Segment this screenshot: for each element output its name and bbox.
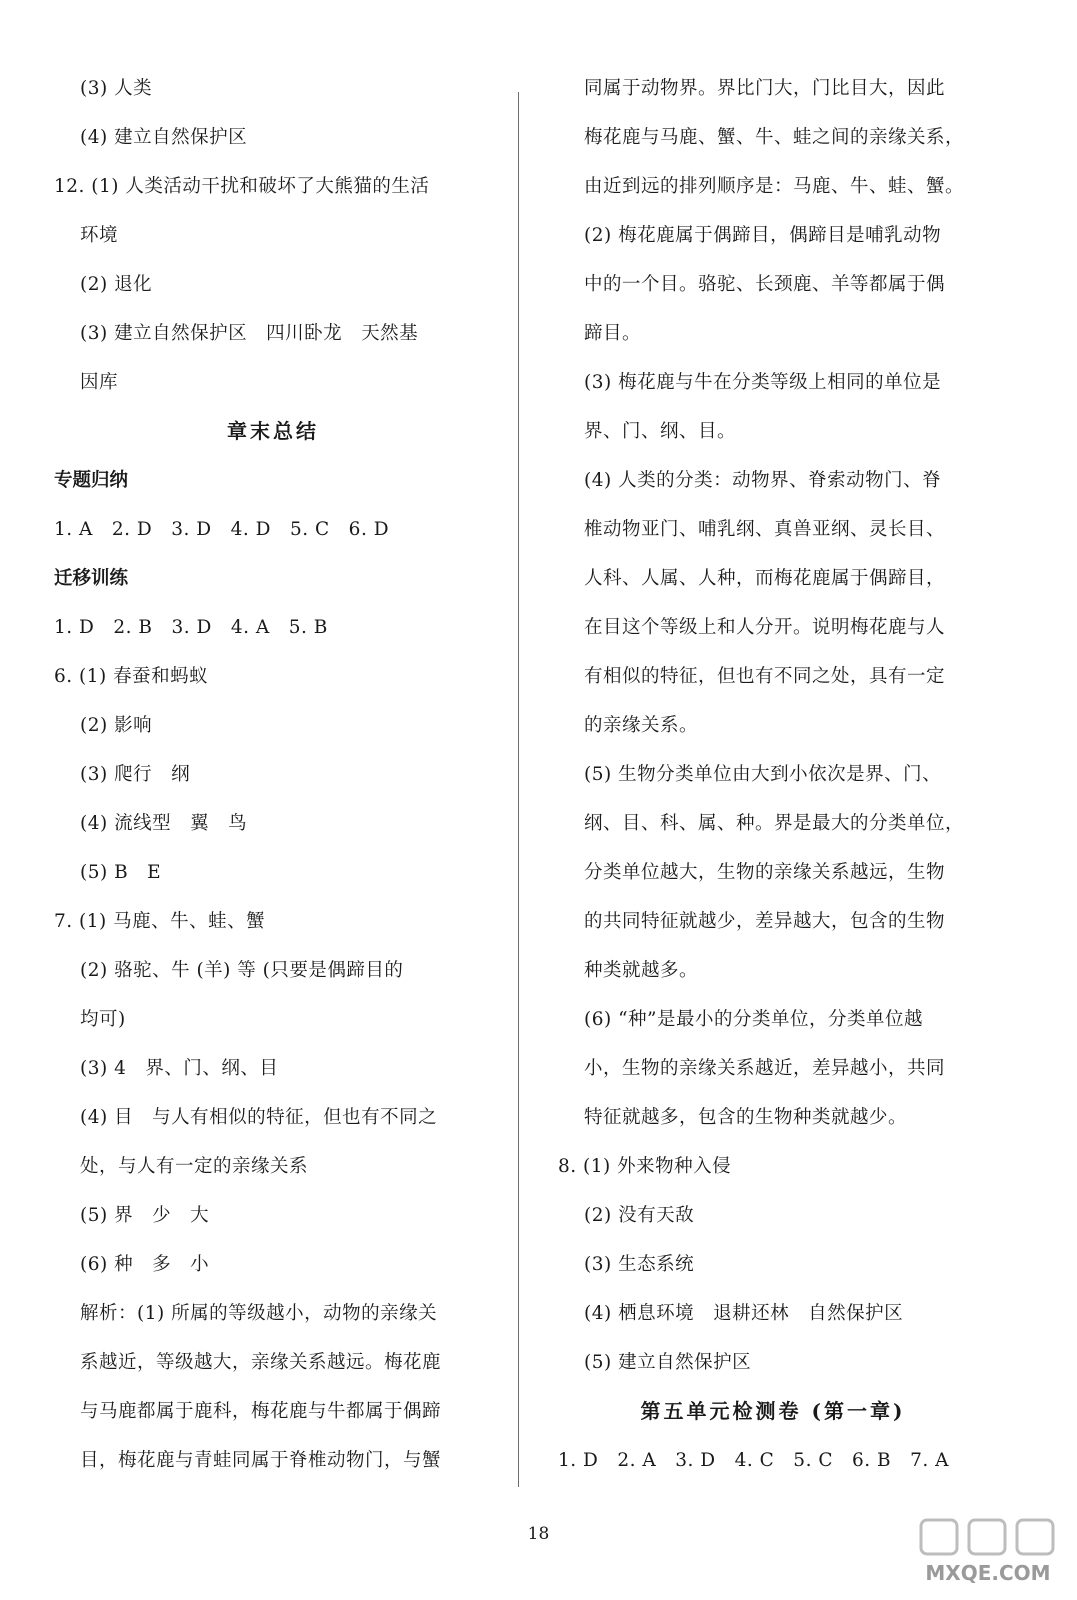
- text-line: 梅花鹿与马鹿、蟹、牛、蛙之间的亲缘关系，: [584, 127, 965, 148]
- section-title-summary: 章末总结: [227, 419, 319, 443]
- text-line: 纲、目、科、属、种。界是最大的分类单位，: [584, 813, 965, 834]
- question-12: 12. (1) 人类活动干扰和破坏了大熊猫的生活: [54, 176, 430, 197]
- text-line: (4) 目 与人有相似的特征，但也有不同之: [80, 1107, 438, 1128]
- text-line: 中的一个目。骆驼、长颈鹿、羊等都属于偶: [584, 274, 946, 295]
- text-line: (6) “种”是最小的分类单位，分类单位越: [584, 1009, 924, 1030]
- text-line: (2) 梅花鹿属于偶蹄目，偶蹄目是哺乳动物: [584, 225, 942, 246]
- text-line: 椎动物亚门、哺乳纲、真兽亚纲、灵长目、: [584, 519, 946, 540]
- text-line: (3) 建立自然保护区 四川卧龙 天然基: [80, 323, 419, 344]
- text-line: (3) 梅花鹿与牛在分类等级上相同的单位是: [584, 372, 942, 393]
- explanation-line: 解析：(1) 所属的等级越小，动物的亲缘关: [80, 1303, 438, 1324]
- question-8: 8. (1) 外来物种入侵: [558, 1156, 732, 1177]
- text-line: 界、门、纲、目。: [584, 421, 737, 442]
- text-line: 的亲缘关系。: [584, 715, 699, 736]
- text-line: 蹄目。: [584, 323, 642, 344]
- section-title-unit-test: 第五单元检测卷 (第一章): [640, 1399, 906, 1423]
- text-line: 均可): [80, 1009, 126, 1030]
- text-line: 处，与人有一定的亲缘关系: [80, 1156, 309, 1177]
- watermark-logo: [913, 1514, 1063, 1592]
- question-6: 6. (1) 春蚕和蚂蚁: [54, 666, 209, 687]
- subheading-topic-summary: 专题归纳: [54, 470, 129, 491]
- question-7: 7. (1) 马鹿、牛、蛙、蟹: [54, 911, 266, 932]
- text-line: 特征就越多，包含的生物种类就越少。: [584, 1107, 908, 1128]
- text-line: (4) 栖息环境 退耕还林 自然保护区: [584, 1303, 904, 1324]
- text-line: (3) 4 界、门、纲、目: [80, 1058, 279, 1079]
- explanation-line: 系越近，等级越大，亲缘关系越远。梅花鹿: [80, 1352, 442, 1373]
- text-line: (5) 生物分类单位由大到小依次是界、门、: [584, 764, 942, 785]
- text-line: 种类就越多。: [584, 960, 699, 981]
- right-column: [558, 64, 988, 1485]
- subheading-transfer-training: 迁移训练: [54, 568, 129, 589]
- answers-unit-test: 1. D 2. A 3. D 4. C 5. C 6. B 7. A: [558, 1450, 950, 1471]
- text-line: 的共同特征就越少，差异越大，包含的生物: [584, 911, 946, 932]
- text-line: (6) 种 多 小: [80, 1254, 210, 1275]
- explanation-line: 目，梅花鹿与青蛙同属于脊椎动物门，与蟹: [80, 1450, 442, 1471]
- text-line: 因库: [80, 372, 119, 393]
- answers-transfer-training: 1. D 2. B 3. D 4. A 5. B: [54, 617, 328, 638]
- text-line: 小，生物的亲缘关系越近，差异越小，共同: [584, 1058, 946, 1079]
- text-line: (3) 爬行 纲: [80, 764, 191, 785]
- text-line: 环境: [80, 225, 119, 246]
- text-line: (5) B E: [80, 862, 162, 883]
- text-line: (5) 建立自然保护区: [584, 1352, 752, 1373]
- text-line: (2) 退化: [80, 274, 153, 295]
- text-line: 同属于动物界。界比门大，门比目大，因此: [584, 78, 946, 99]
- text-line: (4) 流线型 翼 鸟: [80, 813, 248, 834]
- text-line: 分类单位越大，生物的亲缘关系越远，生物: [584, 862, 946, 883]
- text-line: 有相似的特征，但也有不同之处，具有一定: [584, 666, 946, 687]
- text-line: 由近到远的排列顺序是：马鹿、牛、蛙、蟹。: [584, 176, 965, 197]
- text-line: (4) 建立自然保护区: [80, 127, 248, 148]
- text-line: (4) 人类的分类：动物界、脊索动物门、脊: [584, 470, 942, 491]
- watermark-text: MXQE.COM: [925, 1561, 1051, 1585]
- text-line: (3) 生态系统: [584, 1254, 695, 1275]
- column-divider: [518, 92, 519, 1487]
- explanation-line: 与马鹿都属于鹿科，梅花鹿与牛都属于偶蹄: [80, 1401, 442, 1422]
- answers-topic-summary: 1. A 2. D 3. D 4. D 5. C 6. D: [54, 519, 390, 540]
- page-number: 18: [527, 1524, 550, 1544]
- text-line: (2) 影响: [80, 715, 153, 736]
- text-line: (2) 骆驼、牛 (羊) 等 (只要是偶蹄目的: [80, 960, 404, 981]
- text-line: (3) 人类: [80, 78, 153, 99]
- left-column: [54, 64, 492, 1485]
- text-line: 在目这个等级上和人分开。说明梅花鹿与人: [584, 617, 946, 638]
- text-line: (5) 界 少 大: [80, 1205, 210, 1226]
- text-line: 人科、人属、人种，而梅花鹿属于偶蹄目，: [584, 568, 946, 589]
- text-line: (2) 没有天敌: [584, 1205, 695, 1226]
